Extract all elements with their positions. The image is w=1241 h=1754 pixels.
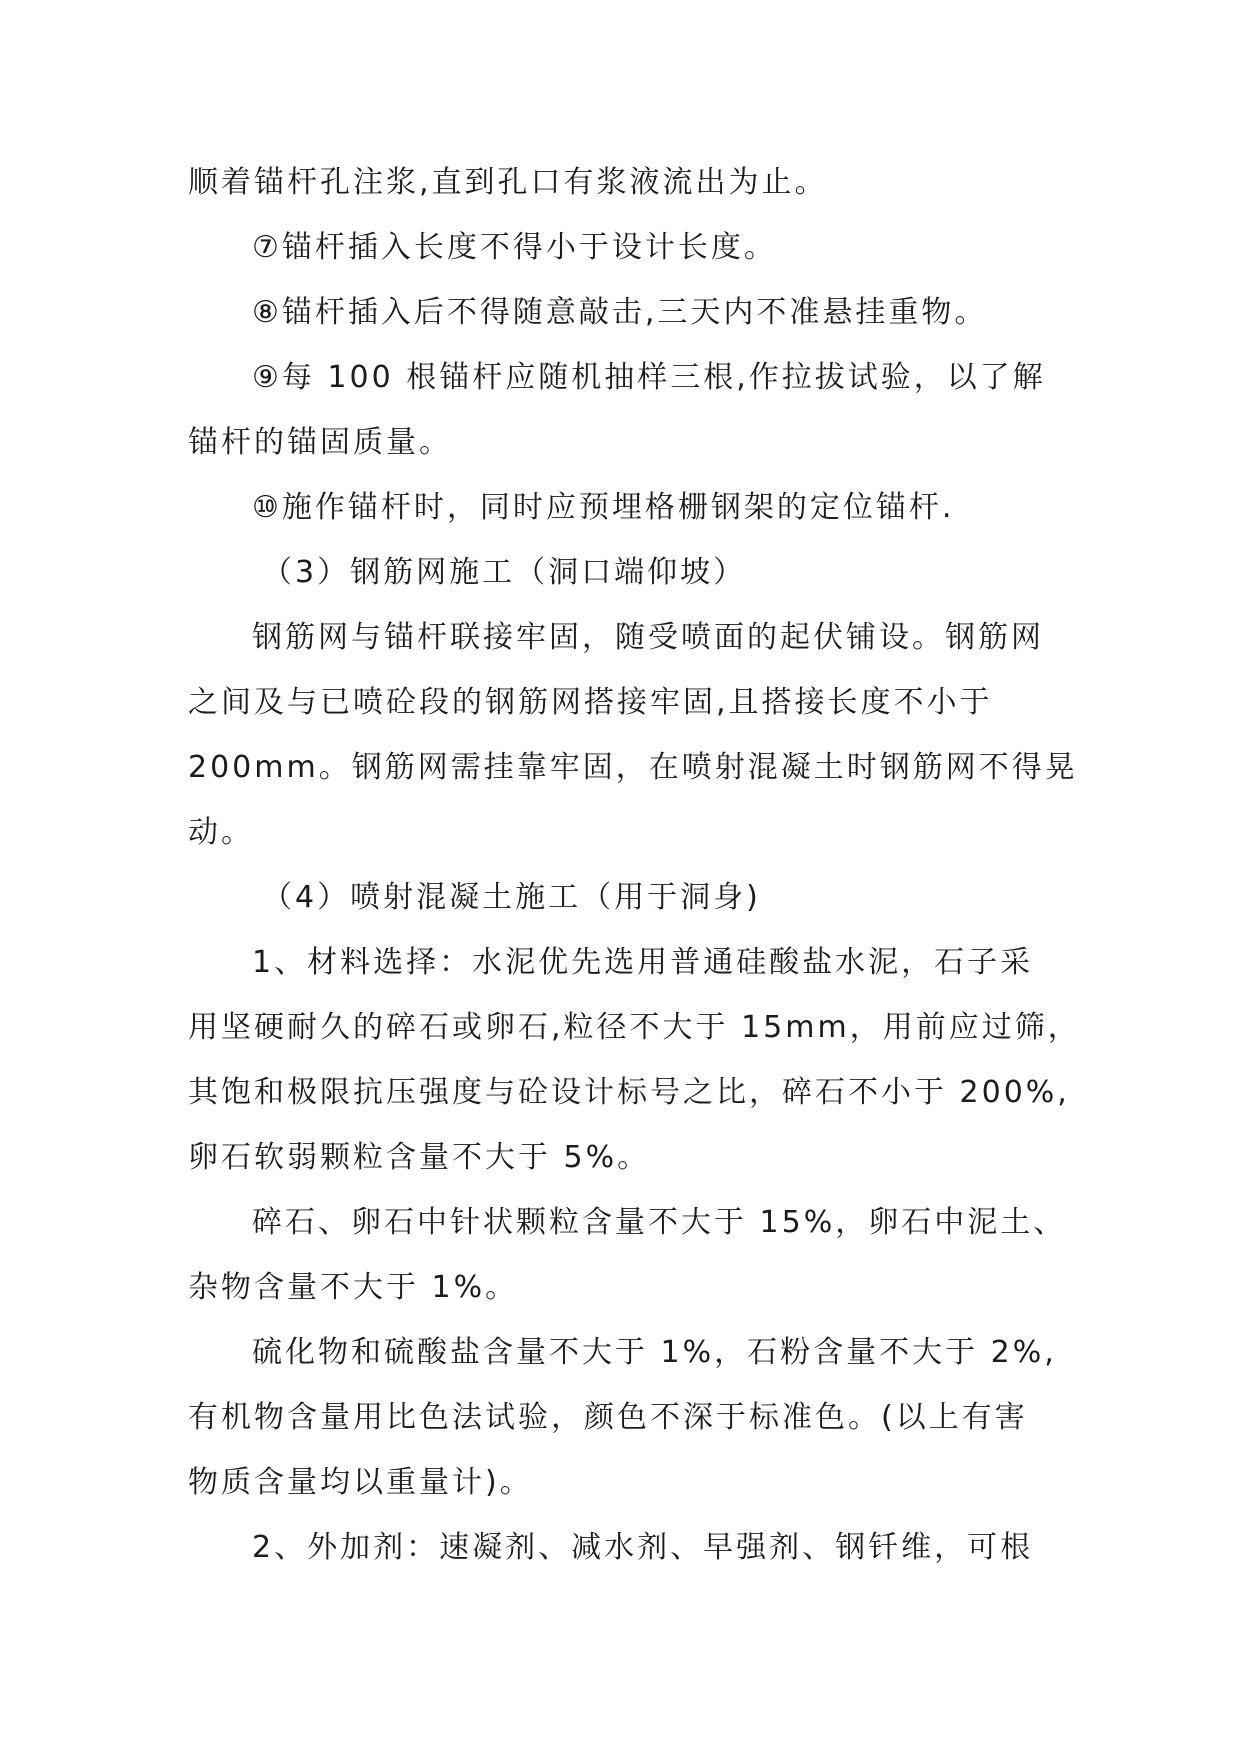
text-line: 硫化物和硫酸盐含量不大于 1%，石粉含量不大于 2%, <box>252 1335 1057 1370</box>
text-line: 有机物含量用比色法试验，颜色不深于标准色。(以上有害 <box>188 1400 1028 1435</box>
text-line: 之间及与已喷砼段的钢筋网搭接牢固,且搭接长度不小于 <box>188 685 993 720</box>
text-line: ⑩施作锚杆时，同时应预埋格栅钢架的定位锚杆. <box>252 490 955 525</box>
text-line: 其饱和极限抗压强度与砼设计标号之比，碎石不小于 200%, <box>188 1075 1070 1110</box>
text-line: 200mm。钢筋网需挂靠牢固，在喷射混凝土时钢筋网不得晃 <box>188 750 1078 785</box>
text-line: 1、材料选择：水泥优先选用普通硅酸盐水泥，石子采 <box>252 945 1034 980</box>
text-line: 锚杆的锚固质量。 <box>188 425 452 460</box>
text-line: ⑦锚杆插入长度不得小于设计长度。 <box>252 230 777 265</box>
text-line: 卵石软弱颗粒含量不大于 5%。 <box>188 1140 651 1175</box>
text-line: 用坚硬耐久的碎石或卵石,粒径不大于 15mm，用前应过筛， <box>188 1010 1081 1045</box>
section-heading: （4）喷射混凝土施工（用于洞身) <box>262 880 761 915</box>
section-heading: （3）钢筋网施工（洞口端仰坡） <box>262 555 747 590</box>
text-line: 顺着锚杆孔注浆,直到孔口有浆液流出为止。 <box>188 165 828 200</box>
text-line: 碎石、卵石中针状颗粒含量不大于 15%，卵石中泥土、 <box>252 1205 1067 1240</box>
text-line: ⑧锚杆插入后不得随意敲击,三天内不准悬挂重物。 <box>252 295 988 330</box>
text-line: 钢筋网与锚杆联接牢固，随受喷面的起伏铺设。钢筋网 <box>252 620 1044 655</box>
text-line: 杂物含量不大于 1%。 <box>188 1270 519 1305</box>
text-line: 动。 <box>188 815 254 850</box>
text-line: 2、外加剂：速凝剂、减水剂、早强剂、钢钎维，可根 <box>252 1530 1034 1565</box>
text-line: ⑨每 100 根锚杆应随机抽样三根,作拉拔试验，以了解 <box>252 360 1046 395</box>
text-line: 物质含量均以重量计)。 <box>188 1465 533 1500</box>
